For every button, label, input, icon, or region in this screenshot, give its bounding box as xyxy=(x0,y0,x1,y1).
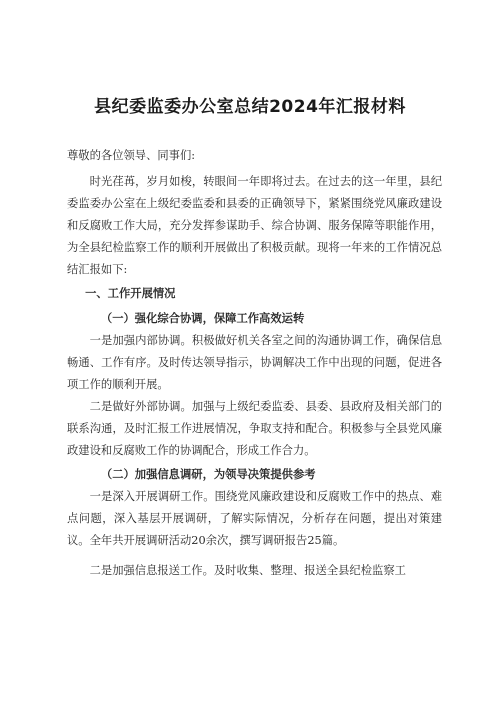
section-heading-1: 一、工作开展情况 xyxy=(85,287,176,300)
subsection-heading-2: （二）加强信息调研，为领导决策提供参考 xyxy=(100,467,316,481)
intro-paragraph: 时光荏苒，岁月如梭，转眼间一年即将过去。在过去的这一年里，县纪委监委办公室在上级纪委监委和县委的正确领导下，紧紧围绕党风廉政建设和反腐败工作大局，充分发挥参谋助手、综合协调、服务保障等职能作用，为全县纪检监察工作的顺利开展做出了积极贡献。现将一年来的工作情况总结汇报如下: xyxy=(67,175,442,276)
document-title: 县纪委监委办公室总结2024年汇报材料 xyxy=(94,97,406,117)
subsection-heading-1: （一）强化综合协调，保障工作高效运转 xyxy=(100,311,305,325)
salutation: 尊敬的各位领导、同事们: xyxy=(67,149,196,162)
subsection-2-paragraph-2: 二是加强信息报送工作。及时收集、整理、报送全县纪检监察工 xyxy=(89,564,406,577)
document-body xyxy=(67,145,442,582)
subsection-1-paragraph-2: 二是做好外部协调。加强与上级纪委监委、县委、县政府及相关部门的联系沟通，及时汇报工作进展情况，争取支持和配合。积极参与全县党风廉政建设和反腐败工作的协调配合，形成工作合力。 xyxy=(67,400,442,457)
subsection-1-paragraph-1: 一是加强内部协调。积极做好机关各室之间的沟通协调工作，确保信息畅通、工作有序。及时传达领导指示，协调解决工作中出现的问题，促进各项工作的顺利开展。 xyxy=(67,334,442,391)
subsection-2-paragraph-1: 一是深入开展调研工作。围绕党风廉政建设和反腐败工作中的热点、难点问题，深入基层开展调研，了解实际情况，分析存在问题，提出对策建议。全年共开展调研活动20余次，撰写调研报告25篇。 xyxy=(67,490,442,547)
